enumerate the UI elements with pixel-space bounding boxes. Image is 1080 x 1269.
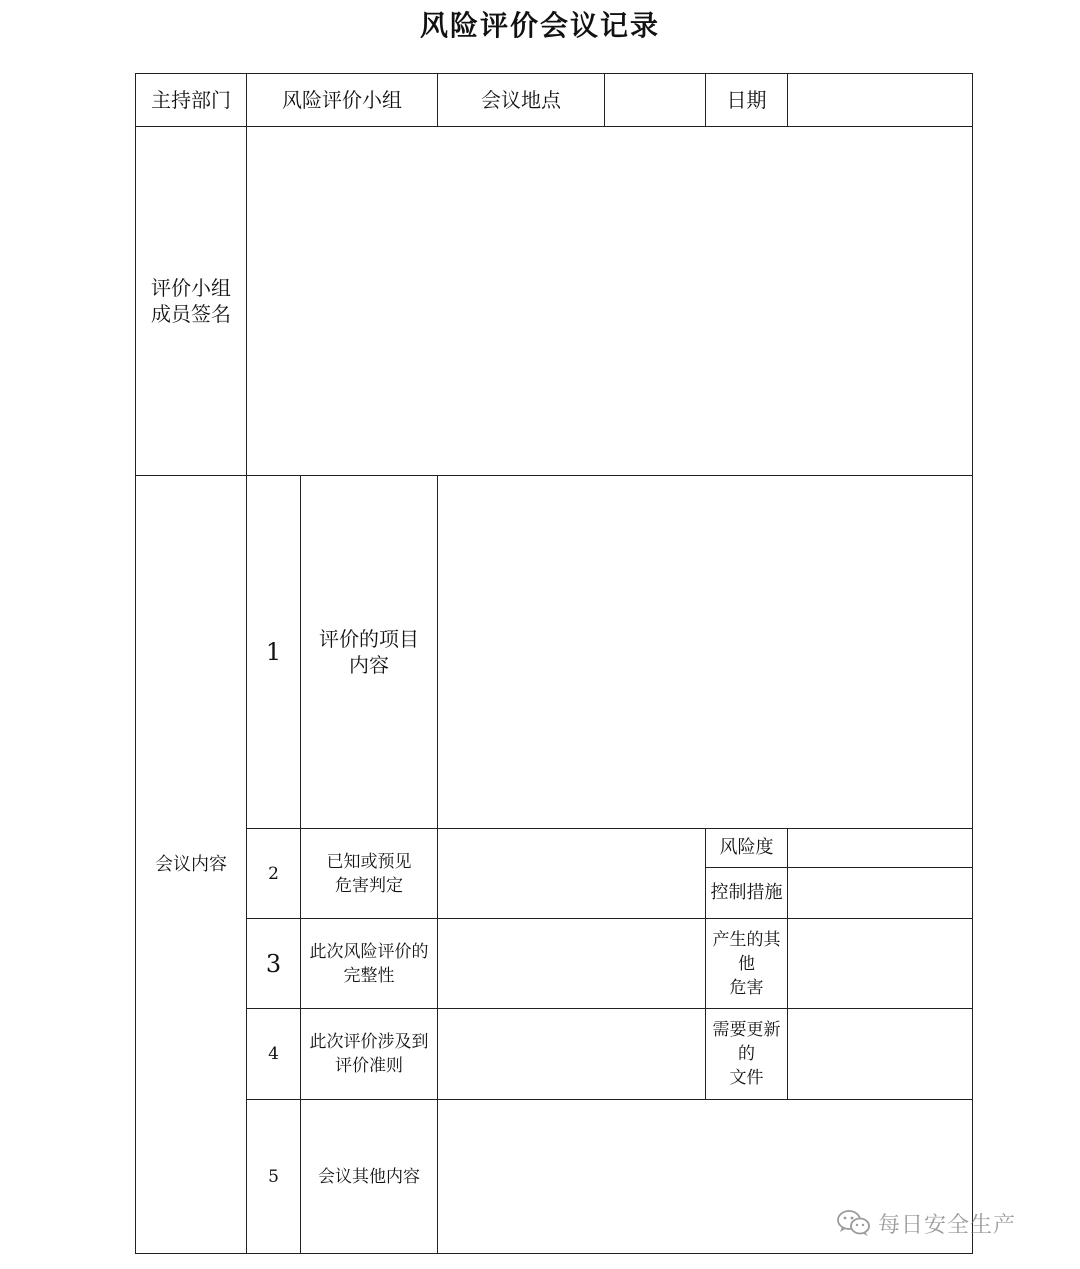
item-2-label xyxy=(301,829,438,919)
meeting-content-label: 会议内容 xyxy=(136,476,247,1254)
control-measures-label: 控制措施 xyxy=(706,868,788,919)
item-4-content-field[interactable] xyxy=(438,1009,706,1100)
item-4-label-line1: 此次评价涉及到 xyxy=(309,1032,429,1052)
other-hazards-field[interactable] xyxy=(788,919,973,1009)
meeting-item-1 xyxy=(136,476,973,829)
meeting-item-2 xyxy=(136,829,973,868)
location-label: 会议地点 xyxy=(438,74,605,127)
other-hazards-label xyxy=(706,919,788,1009)
item-1-content-field[interactable] xyxy=(438,476,973,829)
item-5-number: 5 xyxy=(247,1100,301,1254)
date-value-field[interactable] xyxy=(788,74,973,127)
docs-to-update-label-line1: 需要更新的 xyxy=(712,1020,781,1064)
meeting-record-form xyxy=(135,73,973,1254)
location-value-field[interactable] xyxy=(605,74,706,127)
item-4-label xyxy=(301,1009,438,1100)
docs-to-update-label xyxy=(706,1009,788,1100)
item-2-label-line2: 危害判定 xyxy=(335,875,403,896)
watermark xyxy=(836,1203,1016,1243)
item-2-content-field[interactable] xyxy=(438,829,706,919)
item-3-number: 3 xyxy=(247,919,301,1009)
risk-level-label: 风险度 xyxy=(706,829,788,868)
host-dept-value[interactable]: 风险评价小组 xyxy=(247,74,438,127)
other-hazards-label-line1: 产生的其他 xyxy=(712,929,781,974)
item-1-label-line1: 评价的项目 xyxy=(319,627,419,651)
control-measures-field[interactable] xyxy=(788,868,973,919)
item-3-content-field[interactable] xyxy=(438,919,706,1009)
risk-level-field[interactable] xyxy=(788,829,973,868)
page-title: 风险评价会议记录 xyxy=(419,9,660,42)
wechat-icon xyxy=(836,1209,872,1237)
date-label: 日期 xyxy=(706,74,788,127)
meeting-item-4 xyxy=(136,1009,973,1100)
item-2-label-line1: 已知或预见 xyxy=(326,851,412,872)
signature-label-line1: 评价小组 xyxy=(151,276,231,300)
watermark-text: 每日安全生产 xyxy=(878,1212,1017,1238)
signature-label xyxy=(136,127,247,476)
signature-row xyxy=(136,127,973,476)
meeting-item-3 xyxy=(136,919,973,1009)
docs-to-update-label-line2: 文件 xyxy=(729,1068,764,1088)
item-1-label-line2: 内容 xyxy=(349,653,389,677)
item-5-label: 会议其他内容 xyxy=(301,1100,438,1254)
signature-field[interactable] xyxy=(247,127,973,476)
item-4-label-line2: 评价准则 xyxy=(335,1056,403,1076)
signature-label-line2: 成员签名 xyxy=(151,302,231,326)
item-2-number: 2 xyxy=(247,829,301,919)
other-hazards-label-line2: 危害 xyxy=(729,977,764,998)
item-1-number: 1 xyxy=(247,476,301,829)
item-4-number: 4 xyxy=(247,1009,301,1100)
host-dept-label: 主持部门 xyxy=(136,74,247,127)
item-3-label-line1: 此次风险评价的 xyxy=(309,941,429,962)
item-3-label xyxy=(301,919,438,1009)
header-row xyxy=(136,74,973,127)
docs-to-update-field[interactable] xyxy=(788,1009,973,1100)
item-3-label-line2: 完整性 xyxy=(343,965,395,986)
item-1-label xyxy=(301,476,438,829)
